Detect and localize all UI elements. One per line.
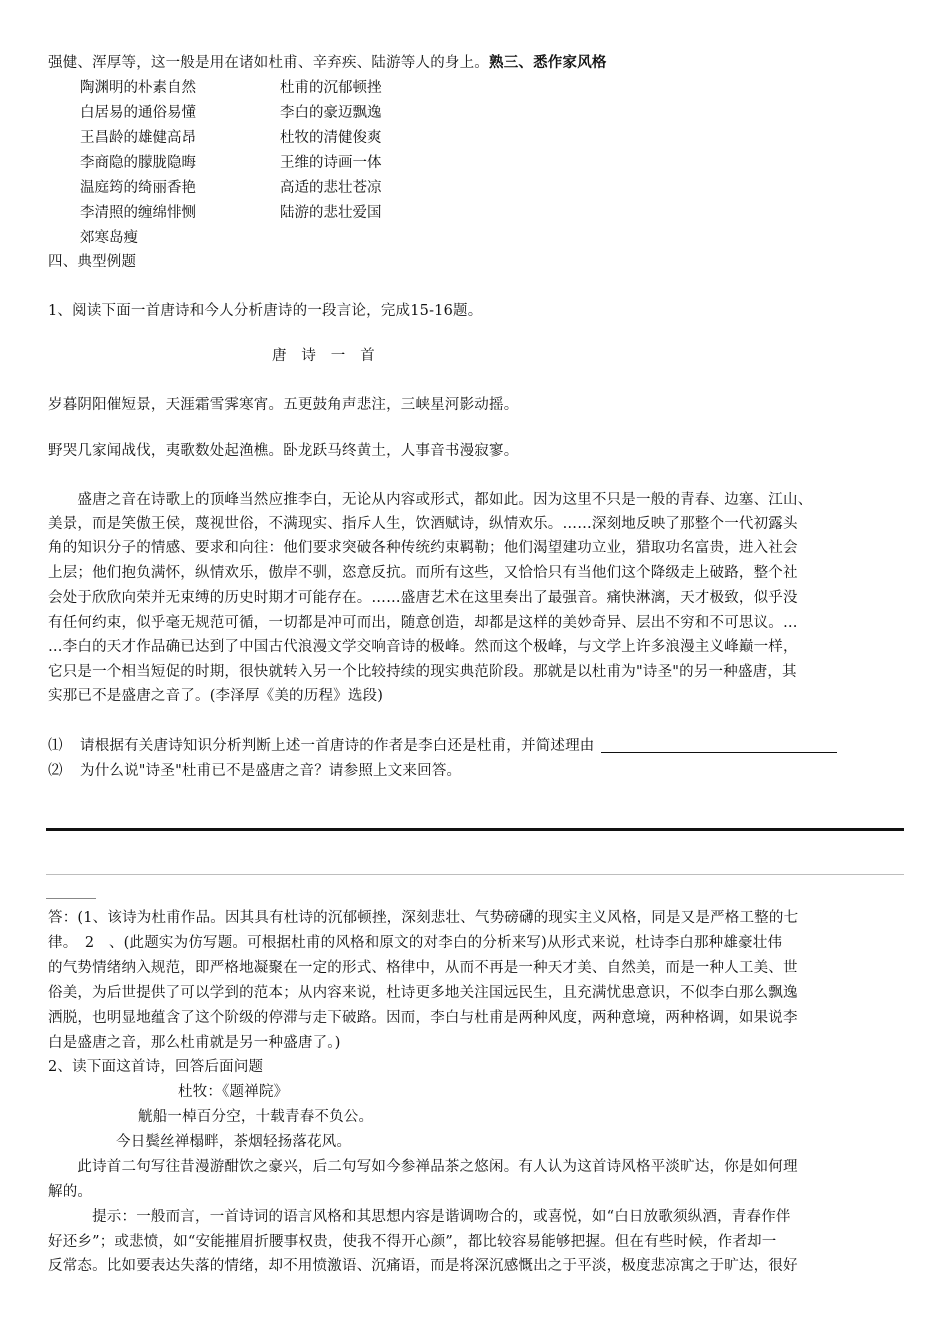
essay-line: 上层；他们抱负满怀，纵情欢乐，傲岸不驯，恣意反抗。而所有这些，又恰恰只有当他们这个降级走上破路，整个社 [48, 565, 798, 581]
answer-line: 答：(1、该诗为杜甫作品。因其具有杜诗的沉郁顿挫，深刻悲壮、气势磅礴的现实主义风格，同是又是严格工整的七 [48, 910, 799, 926]
divider-short [46, 898, 96, 899]
answer-line: 洒脱，也明显地蕴含了这个阶级的停滞与走下破路。因而，李白与杜甫是两种风度，两种意境，两种格调，如果说李 [48, 1010, 798, 1026]
essay-line: 它只是一个相当短促的时期，很快就转入另一个比较持续的现实典范阶段。那就是以杜甫为"诗圣"的另一种盛唐，其 [48, 664, 797, 680]
section-heading: 熟三、悉作家风格 [489, 54, 607, 71]
answer-blank[interactable] [601, 752, 837, 753]
divider-thin [46, 874, 904, 875]
hint-line: 好还乡”；或悲愤，如“安能摧眉折腰事权贵，使我不得开心颜”，都比较容易能够把握。但在有些时候，作者却一 [48, 1234, 777, 1250]
poem-2-title: 杜牧：《题禅院》 [178, 1084, 289, 1100]
poem-line: 野哭几家闻战伐，夷歌数处起渔樵。卧龙跃马终黄土，人事音书漫寂寥。 [48, 443, 519, 459]
answer-line: 的气势情绪纳入规范，即严格地凝聚在一定的形式、格律中，从而不再是一种天才美、自然美，而是一种人工美、世 [48, 960, 798, 976]
question-2-text: 解的。 [48, 1184, 93, 1200]
essay-line: 实那已不是盛唐之音了。(李泽厚《美的历程》选段) [48, 688, 384, 704]
poem-title: 唐 诗 一 首 [272, 348, 375, 364]
question-2-intro: 2、读下面这首诗，回答后面问题 [48, 1059, 264, 1075]
sub-question-1: ⑴ 请根据有关唐诗知识分析判断上述一首唐诗的作者是李白还是杜甫，并简述理由 [48, 736, 837, 756]
poem-2-line: 今日鬓丝禅榻畔，茶烟轻扬落花风。 [116, 1134, 352, 1150]
section-four-heading: 四、典型例题 [48, 254, 137, 270]
answer-line: 俗美，为后世提供了可以学到的范本；从内容来说，杜诗更多地关注国远民生，且充满忧患意识，不似李白那么飘逸 [48, 985, 798, 1001]
essay-line: 盛唐之音在诗歌上的顶峰当然应推李白，无论从内容或形式，都如此。因为这里不只是一般的青春、边塞、江山、 [48, 492, 813, 508]
question-2-text: 此诗首二句写往昔漫游酣饮之豪兴，后二句写如今参禅品茶之悠闲。有人认为这首诗风格平淡旷达，你是如何理 [48, 1159, 798, 1175]
hint-line: 提示：一般而言，一首诗词的语言风格和其思想内容是谐调吻合的，或喜悦，如“白日放歌须纵酒，青春作伴 [48, 1209, 791, 1225]
intro-line: 强健、浑厚等，这一般是用在诸如杜甫、辛弃疾、陆游等人的身上。熟三、悉作家风格 [48, 54, 607, 71]
essay-line: 会处于欣欣向荣并无束缚的历史时期才可能存在。……盛唐艺术在这里奏出了最强音。痛快淋漓，天才极致，似乎没 [48, 590, 798, 606]
essay-line: 美景，而是笑傲王侯，蔑视世俗，不满现实、指斥人生，饮酒赋诗，纵情欢乐。……深刻地反映了那整个一代初露头 [48, 516, 798, 532]
answer-line: 律。 2 、(此题实为仿写题。可根据杜甫的风格和原文的对李白的分析来写)从形式来说，杜诗李白那种雄豪壮伟 [48, 935, 783, 951]
question-1-intro: 1、阅读下面一首唐诗和今人分析唐诗的一段言论，完成15-16题。 [48, 303, 483, 319]
poem-line: 岁暮阴阳催短景，天涯霜雪霁寒宵。五更鼓角声悲注，三峡星河影动摇。 [48, 397, 519, 413]
essay-line: 角的知识分子的情感、要求和向往：他们要求突破各种传统约束羁勒；他们渴望建功立业，猎取功名富贵，进入社会 [48, 540, 798, 556]
sub-question-2: ⑵ 为什么说"诗圣"杜甫已不是盛唐之音？请参照上文来回答。 [48, 763, 462, 779]
essay-line: …李白的天才作品确已达到了中国古代浪漫文学交响音诗的极峰。然而这个极峰，与文学上许多浪漫主义峰巅一样， [48, 639, 798, 655]
answer-line: 白是盛唐之音，那么杜甫就是另一种盛唐了。) [48, 1035, 341, 1051]
document-page: 强健、浑厚等，这一般是用在诸如杜甫、辛弃疾、陆游等人的身上。熟三、悉作家风格 陶渊明的朴素自然 杜甫的沉郁顿挫 白居易的通俗易懂 李白的豪迈飘逸 王昌龄的雄健高昂 杜牧的清健俊爽 李商隐的朦胧隐晦 王维的诗画一体 温庭筠的绮丽香艳 高适的悲壮苍凉 李清照的缠绵悱恻 陆游的悲壮爱国 郊寒岛瘦 四、典型例题 1、阅读下面一首唐诗和今人分析唐诗的一段言论，完成15-16题。 唐 诗 一 首 岁暮阴阳催短景，天涯霜雪霁寒宵。五更鼓角声悲注，三峡星河影动摇。 野哭几家闻战伐，夷歌数处起渔樵。卧龙跃马终黄土，人事音书漫寂寥。 盛唐之音在诗歌上的顶峰当然应推李白，无论从内容或形式，都如此。因为这里不只是一般的青春、边塞、江山、 美景，而是笑傲王侯，蔑视世俗，不满现实、指斥人生，饮酒赋诗，纵情欢乐。……深刻地反映了那整个一代初露头 角的知识分子的情感、要求和向往：他们要求突破各种传统约束羁勒；他们渴望建功立业，猎取功名富贵，进入社会 上层；他们抱负满怀，纵情欢乐，傲岸不驯，恣意反抗。而所有这些，又恰恰只有当他们这个降级走上破路，整个社 会处于欣欣向荣并无束缚的历史时期才可能存在。……盛唐艺术在这里奏出了最强音。痛快淋漓，天才极致，似乎没 有任何约束，似乎毫无规范可循，一切都是冲可而出，随意创造，却都是这样的美妙奇异、层出不穷和不可思议。… …李白的天才作品确已达到了中国古代浪漫文学交响音诗的极峰。然而这个极峰，与文学上许多浪漫主义峰巅一样， 它只是一个相当短促的时期，很快就转入另一个比较持续的现实典范阶段。那就是以杜甫为"诗圣"的另一种盛唐，其 实那已不是盛唐之音了。(李泽厚《美的历程》选段) ⑴ 请根据有关唐诗知识分析判断上述一首唐诗的作者是李白还是杜甫，并简述理由 ⑵ 为什么说"诗圣"杜甫已不是盛唐之音？请参照上文来回答。 答：(1、该诗为杜甫作品。因其具有杜诗的沉郁顿挫，深刻悲壮、气势磅礴的现实主义风格，同是又是严格工整的七 律。 2 、(此题实为仿写题。可根据杜甫的风格和原文的对李白的分析来写)从形式来说，杜诗李白那种雄豪壮伟 的气势情绪纳入规范，即严格地凝聚在一定的形式、格律中，从而不再是一种天才美、自然美，而是一种人工美、世 俗美，为后世提供了可以学到的范本；从内容来说，杜诗更多地关注国远民生，且充满忧患意识，不似李白那么飘逸 洒脱，也明显地蕴含了这个阶级的停滞与走下破路。因而，李白与杜甫是两种风度，两种意境，两种格调，如果说李 白是盛唐之音，那么杜甫就是另一种盛唐了。) 2、读下面这首诗，回答后面问题 杜牧：《题禅院》 觥船一棹百分空，十载青春不负公。 今日鬓丝禅榻畔，茶烟轻扬落花风。 此诗首二句写往昔漫游酣饮之豪兴，后二句写如今参禅品茶之悠闲。有人认为这首诗风格平淡旷达，你是如何理 解的。 提示：一般而言，一首诗词的语言风格和其思想内容是谐调吻合的，或喜悦，如“白日放歌须纵酒，青春作伴 好还乡”；或悲愤，如“安能摧眉折腰事权贵，使我不得开心颜”，都比较容易能够把握。但在有些时候，作者却一 反常态。比如要表达失落的情绪，却不用愤激语、沉痛语，而是将深沉感慨出之于平淡，极度悲凉寓之于旷达，很好 [0, 0, 950, 1344]
poem-2-line: 觥船一棹百分空，十载青春不负公。 [138, 1109, 374, 1125]
essay-line: 有任何约束，似乎毫无规范可循，一切都是冲可而出，随意创造，却都是这样的美妙奇异、层出不穷和不可思议。… [48, 615, 798, 631]
hint-line: 反常态。比如要表达失落的情绪，却不用愤激语、沉痛语，而是将深沉感慨出之于平淡，极度悲凉寓之于旷达，很好 [48, 1258, 798, 1274]
divider-thick [46, 828, 904, 831]
